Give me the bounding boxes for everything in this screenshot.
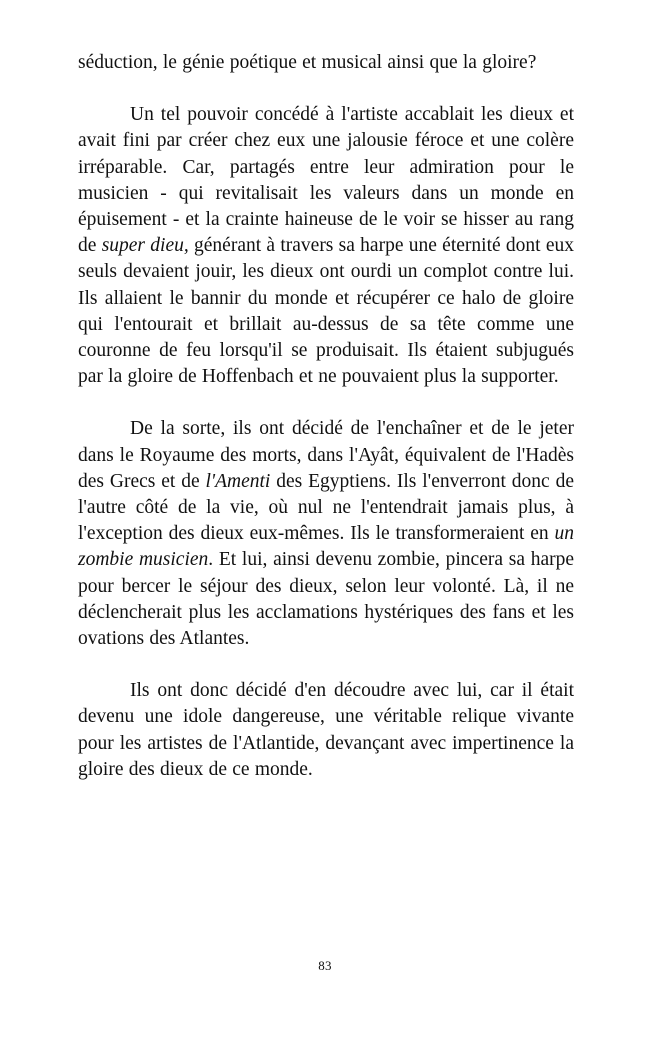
- text-run: séduction, le génie poétique et musical ainsi que la gloire?: [78, 52, 537, 73]
- italic-phrase: un zombie musicien: [78, 523, 574, 571]
- paragraph: [78, 416, 574, 652]
- paragraph: [78, 678, 574, 783]
- italic-phrase: l'Amenti: [205, 470, 271, 492]
- page-number: 83: [318, 958, 332, 973]
- paragraph: [78, 102, 574, 390]
- paragraph: [78, 50, 574, 76]
- text-run: . Et lui, ainsi devenu zombie, pincera sa harpe pour bercer le séjour des dieux, selon leur volonté. Là, il ne déclencherait plus les acclamations hystériques des fans et les ovations des Atlantes.: [78, 549, 574, 650]
- text-run: Ils ont donc décidé d'en découdre avec lui, car il était devenu une idole dangereuse, une véritable relique vivante pour les artistes de l'Atlantide, devançant avec impertinence la gloire des dieux de ce monde.: [78, 680, 574, 780]
- text-run: De la sorte, ils ont décidé de l'enchaîner et de le jeter dans le Royaume des morts, dans l'Ayât, équivalent de l'Hadès des Grecs et de: [78, 418, 574, 492]
- text-run: des Egyptiens. Ils l'enverront donc de l'autre côté de la vie, où nul ne l'entendrait jamais plus, à l'exception des dieux eux-mêmes. Ils le transformeraient en: [78, 470, 574, 545]
- text-run: générant à travers sa harpe une éternité dont eux seuls devaient jouir, les dieux ont ourdi un complot contre lui. Ils allaient le bannir du monde et récupérer ce halo de gloire qui l'entourait et brillait au-dessus de sa tête comme une couronne de feu lorsqu'il se produisait. Ils étaient subjugués par la gloire de Hoffenbach et ne pouvaient plus la supporter.: [78, 235, 575, 388]
- text-run: Un tel pouvoir concédé à l'artiste accablait les dieux et avait fini par créer chez eux une jalousie féroce et une colère irréparable. Car, partagés entre leur admiration pour le musicien - qui revitalisait les valeurs dans un monde en épuisement - et la crainte haineuse de le voir se hisser au rang de: [78, 104, 574, 257]
- page-text-body: [78, 50, 574, 783]
- italic-phrase: super dieu,: [101, 235, 189, 257]
